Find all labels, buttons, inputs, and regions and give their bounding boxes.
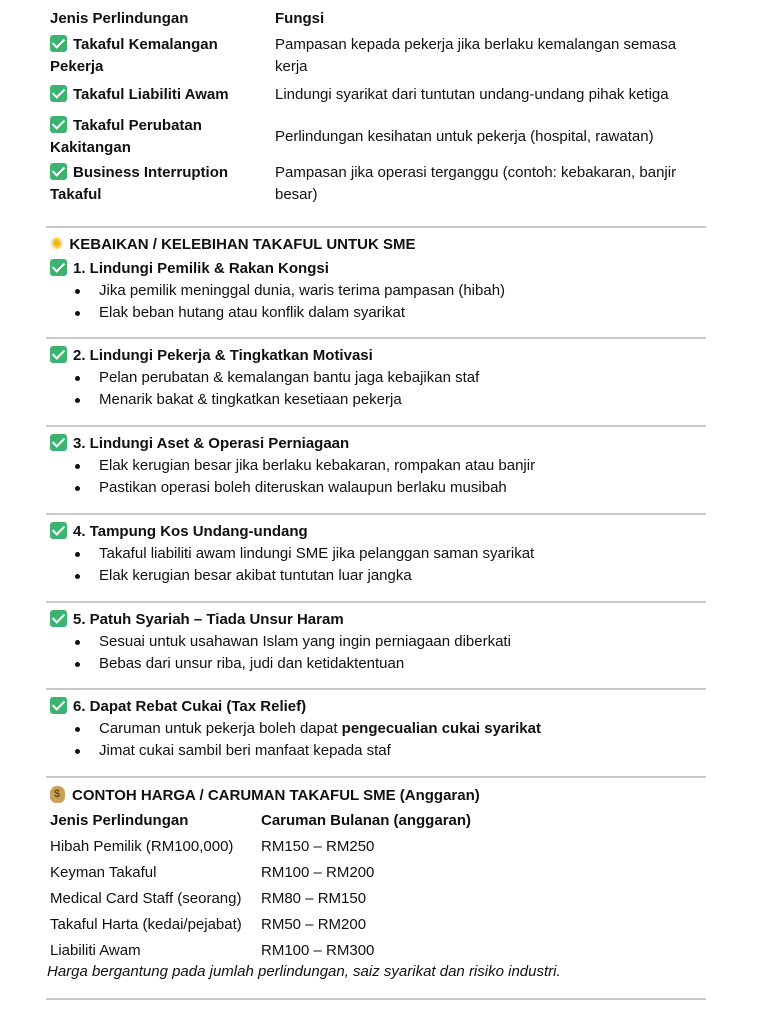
divider <box>46 776 706 778</box>
pricing-value: RM150 – RM250 <box>261 838 375 855</box>
coverage-row <box>50 112 710 162</box>
benefits-section-title: ✺ KEBAIKAN / KELEBIHAN TAKAFUL UNTUK SME <box>50 234 416 256</box>
pricing-value: RM80 – RM150 <box>261 890 367 907</box>
bullet-point: Pastikan operasi boleh diteruskan walaupun berlaku musibah <box>50 477 710 499</box>
benefit-points <box>50 455 710 499</box>
divider <box>46 688 706 690</box>
check-icon <box>50 163 67 180</box>
bullet-point: Sesuai untuk usahawan Islam yang ingin perniagaan diberkati <box>50 631 710 653</box>
pricing-header-type: Jenis Perlindungan <box>50 812 189 829</box>
coverage-function: Pampasan kepada pekerja jika berlaku kemalangan semasa kerja <box>275 36 677 75</box>
pricing-header-contribution: Caruman Bulanan (anggaran) <box>261 812 472 829</box>
bullet-point: Jika pemilik meninggal dunia, waris terima pampasan (hibah) <box>50 280 710 302</box>
benefit-title: 6. Dapat Rebat Cukai (Tax Relief) <box>73 698 307 715</box>
benefit-item <box>50 696 710 762</box>
pricing-value: RM100 – RM300 <box>261 942 375 959</box>
coverage-row <box>50 34 710 84</box>
pricing-header-row <box>50 808 481 834</box>
benefit-points <box>50 280 710 324</box>
pricing-value: RM100 – RM200 <box>261 864 375 881</box>
coverage-row <box>50 84 710 112</box>
coverage-row <box>50 162 710 212</box>
benefit-item <box>50 521 710 587</box>
bullet-point: Elak beban hutang atau konflik dalam syarikat <box>50 302 710 324</box>
divider <box>46 226 706 228</box>
benefit-points <box>50 631 710 675</box>
check-icon <box>50 610 67 627</box>
sun-icon: ✺ <box>50 236 64 253</box>
bullet-point: Takaful liabiliti awam lindungi SME jika pelanggan saman syarikat <box>50 543 710 565</box>
bullet-point: Caruman untuk pekerja boleh dapat pengecualian cukai syarikat <box>50 718 710 740</box>
benefit-title: 3. Lindungi Aset & Operasi Perniagaan <box>73 435 350 452</box>
check-icon <box>50 522 67 539</box>
benefit-item <box>50 258 710 324</box>
coverage-type: Takaful Kemalangan Pekerja <box>50 36 218 75</box>
divider <box>46 601 706 603</box>
divider <box>46 513 706 515</box>
coverage-function: Pampasan jika operasi terganggu (contoh: kebakaran, banjir besar) <box>275 164 677 203</box>
pricing-row <box>50 834 481 860</box>
coverage-function: Perlindungan kesihatan untuk pekerja (hospital, rawatan) <box>275 128 654 145</box>
check-icon <box>50 434 67 451</box>
check-icon <box>50 85 67 102</box>
bullet-point: Elak kerugian besar akibat tuntutan luar jangka <box>50 565 710 587</box>
pricing-value: RM50 – RM200 <box>261 916 367 933</box>
money-bag-icon <box>50 786 65 803</box>
pricing-table <box>50 808 481 964</box>
pricing-name: Takaful Harta (kedai/pejabat) <box>50 916 242 933</box>
benefit-points <box>50 718 710 762</box>
check-icon <box>50 259 67 276</box>
bullet-point: Pelan perubatan & kemalangan bantu jaga kebajikan staf <box>50 367 710 389</box>
coverage-header-row <box>50 8 710 34</box>
benefit-title: 4. Tampung Kos Undang-undang <box>73 523 308 540</box>
coverage-type: Takaful Liabiliti Awam <box>73 86 229 103</box>
coverage-table <box>50 8 710 212</box>
check-icon <box>50 116 67 133</box>
divider <box>46 337 706 339</box>
check-icon <box>50 346 67 363</box>
bullet-point: Menarik bakat & tingkatkan kesetiaan pekerja <box>50 389 710 411</box>
pricing-name: Medical Card Staff (seorang) <box>50 890 242 907</box>
coverage-type: Business Interruption Takaful <box>50 164 229 203</box>
divider <box>46 425 706 427</box>
coverage-type: Takaful Perubatan Kakitangan <box>50 117 202 156</box>
pricing-note: Harga bergantung pada jumlah perlindungan, saiz syarikat dan risiko industri. <box>47 963 561 980</box>
coverage-header-function: Fungsi <box>275 10 325 27</box>
benefit-item <box>50 433 710 499</box>
benefit-points <box>50 543 710 587</box>
pricing-row <box>50 860 481 886</box>
pricing-row <box>50 886 481 912</box>
pricing-section-title: $CONTOH HARGA / CARUMAN TAKAFUL SME (Anggaran) <box>50 785 480 807</box>
bullet-point: Jimat cukai sambil beri manfaat kepada staf <box>50 740 710 762</box>
pricing-row <box>50 912 481 938</box>
benefit-item <box>50 609 710 675</box>
check-icon <box>50 697 67 714</box>
pricing-name: Hibah Pemilik (RM100,000) <box>50 838 234 855</box>
pricing-name: Keyman Takaful <box>50 864 157 881</box>
coverage-header-type: Jenis Perlindungan <box>50 10 189 27</box>
benefit-title: 2. Lindungi Pekerja & Tingkatkan Motivasi <box>73 347 373 364</box>
bullet-point: Elak kerugian besar jika berlaku kebakaran, rompakan atau banjir <box>50 455 710 477</box>
check-icon <box>50 35 67 52</box>
benefit-title: 5. Patuh Syariah – Tiada Unsur Haram <box>73 611 344 628</box>
benefit-title: 1. Lindungi Pemilik & Rakan Kongsi <box>73 260 329 277</box>
divider <box>46 998 706 1000</box>
bullet-point: Bebas dari unsur riba, judi dan ketidaktentuan <box>50 653 710 675</box>
benefit-points <box>50 367 710 411</box>
coverage-function: Lindungi syarikat dari tuntutan undang-undang pihak ketiga <box>275 86 669 103</box>
benefit-item <box>50 345 710 411</box>
pricing-name: Liabiliti Awam <box>50 942 141 959</box>
